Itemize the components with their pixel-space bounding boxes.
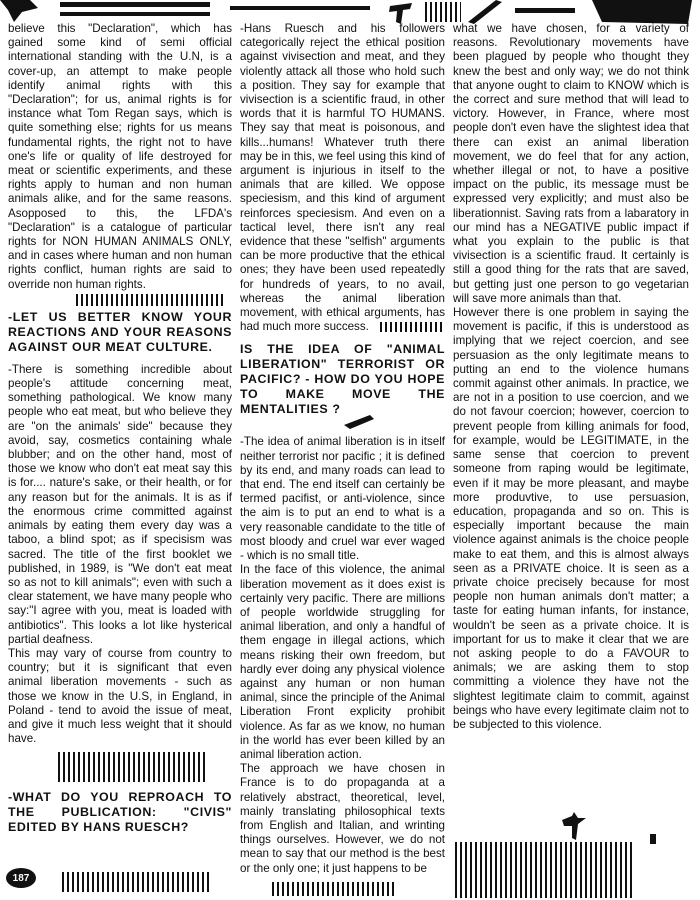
ink-blob-mark bbox=[344, 415, 374, 429]
bottom-barcode-center bbox=[272, 882, 396, 896]
paragraph: -The idea of animal liberation is in itself neither terrorist nor pacific ; it is defined by its end, and many roads can lead to that end. The end itself can certainly be termed pacifist, or anti-violence, since the aim is to put an end to what is a very reasonable candidate to the title of most bloody and cruel war ever waged - which is no small title. bbox=[240, 435, 445, 563]
bottom-barcode-left bbox=[62, 872, 212, 892]
interview-question: IS THE IDEA OF "ANIMAL LIBERATION" TERRORIST OR PACIFIC? - HOW DO YOU HOPE TO MAKE MOVE THE MENTALITIES ? bbox=[240, 342, 445, 417]
barcode-divider bbox=[58, 752, 208, 782]
bird-silhouette-mark bbox=[560, 812, 586, 840]
barcode-divider bbox=[76, 294, 226, 306]
top-black-stripe-2 bbox=[60, 12, 210, 16]
top-barcode bbox=[425, 2, 461, 22]
top-slash-mark bbox=[466, 0, 502, 24]
bottom-right-slash bbox=[650, 834, 656, 844]
paragraph: The approach we have chosen in France is to do propaganda at a relatively abstract, theoretical, level, mainly translating philosophical texts from English and Italian, and wrinting things ourselves. However, we do not mean to say that our method is the best or the only one; it just happens to be bbox=[240, 762, 445, 875]
top-cross-mark bbox=[386, 0, 416, 24]
paragraph: This may vary of course from country to country; but it is significant that even animal liberation movements - such as those we know in the U.S, in England, in Poland - tend to avoid the issue of meat, and give it much less weight that it should have. bbox=[8, 646, 232, 746]
top-right-block bbox=[592, 0, 692, 24]
paragraph: -There is something incredible about people's attitude concerning meat, something pathological. We know many people who eat meat, but who believe they are "on the animals' side" because they avoid, say, cosmetics containing whale blubber; and on the other hand, most of those we know who don't eat meat say this is for.... nature's sake, or their health, or for any reason but for the animals. It is as if the enormous crime committed against animals by eating them every day was a taboo, a blind spot; as if specisism was sacred. The title of the first booklet we published, in 1989, is "We don't eat meat so as not to kill animals"; even with such a clear statement, we have many people who say:"I agree with you, meat is loaded with antibiotics". This looks a lot like hysterical partial deafness. bbox=[8, 362, 232, 646]
page-number: 187 bbox=[6, 868, 36, 888]
text-column-2 bbox=[240, 22, 445, 876]
paragraph: In the face of this violence, the animal liberation movement as it does exist is certainly very pacific. There are millions of people worldwide struggling for animal liberation, and only a handful of them engage in illegal actions, which means risking their own freedom, but hardly ever doing any physical violence against any human or non human animal, since the principle of the Animal Liberation Front explicity prohibit violence. As far as we know, no human in the world has ever been killed by an animal liberation action. bbox=[240, 563, 445, 761]
paragraph: -Hans Ruesch and his followers categorically reject the ethical position against vivisection and meat, and they violently attack all those who hold such a position. They say for example that vivisection is a scientific fraud, in other words that it is harmful TO HUMANS. They say that meat is poisonous, and kills...humans! Whatever truth there may be in this, we feel using this kind of argument is injurious in itself to the animals that are killed. We oppose speciesism, and this kind of argument reinforces speciesism. And even on a tactical level, there isn't any real evidence that these "selfish" arguments can be more productive that the ethical ones; they have been used repeatedly for hundreds of years, to no avail, whereas the animal liberation movement, with ethical arguments, has had much more success. bbox=[240, 22, 445, 334]
paragraph: believe this "Declaration", which has gained some kind of semi official international standing with the U.N, is a cover-up, an attempt to make people identify animal rights with this "Declaration"; for us, animal rights is for instance what Tom Regan says, which is quite something else; rights for us means fundamental rights, the right not to have one's life or quality of life destroyed for meat or scientific experiments, and these rights apply to human and non human animals alike, and for the same reasons. Asopposed to this, the LFDA's "Declaration" is a catalogue of particular rights for NON HUMAN ANIMALS ONLY, and in cases where human and non human rights conflict, human rights are said to override non human rights. bbox=[8, 22, 232, 291]
interview-question: -LET US BETTER KNOW YOUR REACTIONS AND YOUR REASONS AGAINST OUR MEAT CULTURE. bbox=[8, 309, 232, 354]
paragraph: However there is one problem in saying the movement is pacific, if this is understood as implying that we reject coercion, and see persuasion as the only legitimate means to putting an end to the violence humans commit against other animals. In practice, we are not in a position to use coercion, and we do not favour coercion; however, coercion to prevent people from killing animals for food, for example, would be LEGITIMATE, in the same sense that coercion to prevent someone from raping would be legitimate, even if it may be more pleasant, and maybe more produvtive, to use persuasion, education, propaganda and so on. This is especially important because the main violence against animals is the choice people make to eat them, and this is almost always seen as a PRIVATE choice. It is seen as a private choice precisely because for most people non human animals don't matter; a taste for eating human infants, for instance, wouldn't be seen as a private choice. It is important for us to make it clear that we are not asking people to do a FAVOUR to animals; we are asking them to stop committing a violence they have not the slightest legitimate claim to commit, against beings who have every legitimate claim not to be subjected to this violence. bbox=[453, 306, 689, 731]
top-black-stripe-1 bbox=[60, 2, 210, 7]
interview-question: -WHAT DO YOU REPROACH TO THE PUBLICATION: "CIVIS" EDITED BY HANS RUESCH? bbox=[8, 790, 232, 835]
top-black-stripe-4 bbox=[515, 8, 575, 13]
top-black-stripe-3 bbox=[230, 6, 370, 10]
bottom-barcode-right bbox=[455, 842, 635, 898]
corner-splash-top-left bbox=[0, 0, 40, 22]
text-column-3 bbox=[453, 22, 689, 732]
barcode-divider bbox=[380, 322, 444, 332]
paragraph: what we have chosen, for a variety of reasons. Revolutionary movements have been plagued by people who thought they knew the best and only way; we do not think that anyone ought to claim to KNOW which is the correct and sure method that will lead to victory. However, in France, where most people don't even have the slightest idea that there can exist an animal liberation movement, we do feel that for any action, whether illegal or not, to have a positive impact on the public, its message must be expressed very explicitly; and must also be liberationnist. Saving rats from a labaratory in our mind has a NEGATIVE public impact if what you explain to the public is that vivisection is a scientific fraud. It certainly is still a good thing for the rats that are saved, but getting just one person to go vegetarian will save more animals than that. bbox=[453, 22, 689, 305]
text-column-1 bbox=[8, 22, 232, 843]
